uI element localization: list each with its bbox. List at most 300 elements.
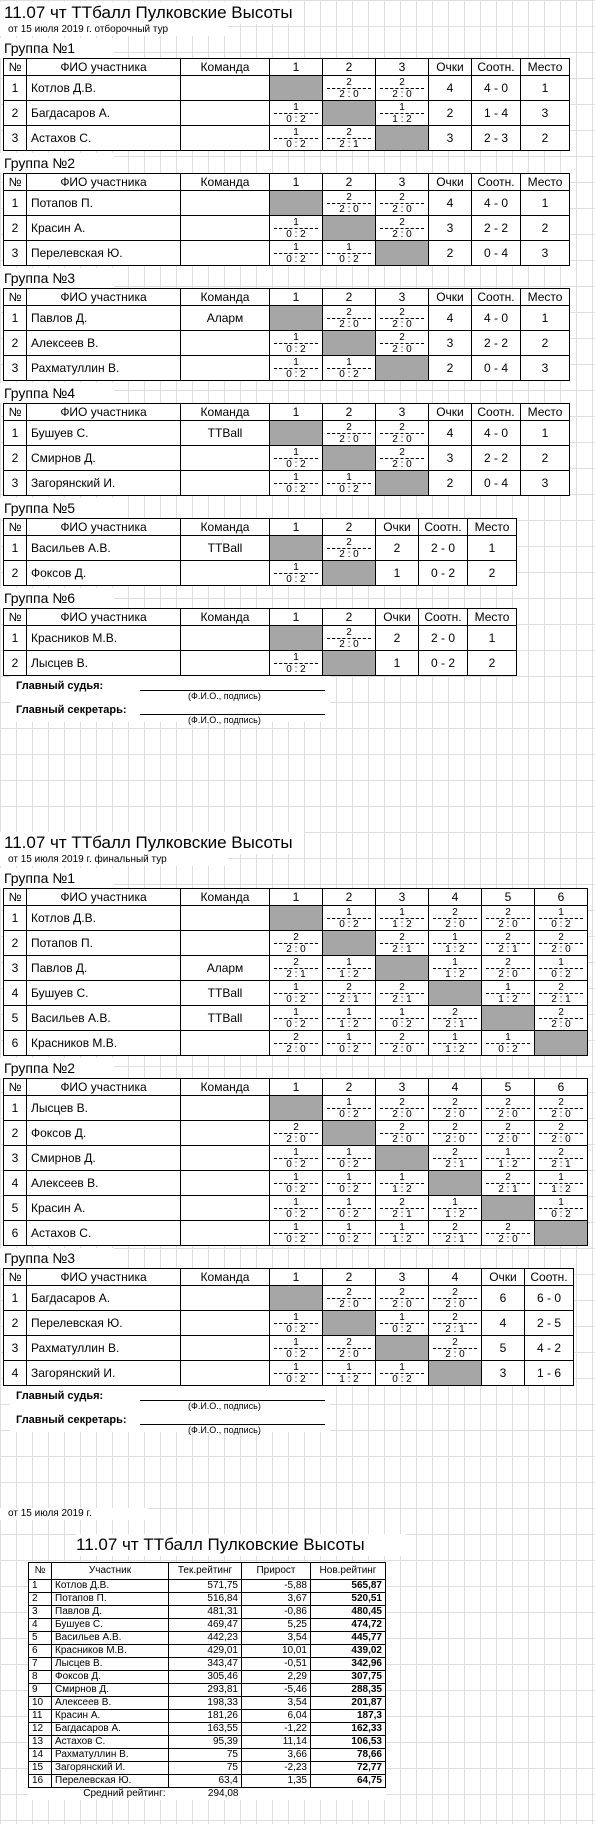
col-num-header: № [4,174,27,191]
participant-ratio: 4 - 0 [472,421,521,446]
rating-gain: -5,88 [242,1580,311,1593]
self-match-cell [323,1311,376,1336]
match-points: 2 [539,1097,584,1109]
participant-name: Потапов П. [27,931,181,956]
match-set-score: 2 : 0 [327,318,372,330]
match-result-cell [429,931,482,956]
col-opponent-header: 5 [482,1079,535,1096]
participant-number: 2 [4,216,27,241]
rating-current: 469,47 [169,1619,242,1632]
col-opponent-header: 3 [376,404,429,421]
col-opponent-header: 2 [323,609,376,626]
participant-name: Багдасаров А. [27,1286,181,1311]
self-match-cell [323,651,376,676]
participant-name: Рахматуллин В. [27,356,181,381]
match-set-score: 2 : 0 [274,943,319,955]
col-num-header: № [4,289,27,306]
match-result-cell [376,1031,429,1056]
match-set-score: 0 : 2 [327,918,372,930]
match-result-cell [376,216,429,241]
match-set-score: 1 : 2 [433,968,478,980]
col-place-header: Место [468,609,517,626]
participant-name: Багдасаров А. [27,101,181,126]
match-set-score: 1 : 2 [380,113,425,125]
match-points: 2 [274,1032,319,1044]
match-points: 1 [486,1032,531,1044]
match-score [482,1096,534,1120]
participant-row [4,931,588,956]
participant-team [181,126,270,151]
participant-row [4,1311,574,1336]
group-table [3,58,570,151]
participant-team: Аларм [181,306,270,331]
match-set-score: 0 : 2 [274,458,319,470]
participant-place: 2 [521,331,570,356]
match-set-score: 2 : 0 [539,1133,584,1145]
group-title: Группа №1 [0,868,114,888]
col-name-header: ФИО участника [27,404,181,421]
rating-new: 474,72 [311,1619,386,1632]
match-result-cell [270,956,323,981]
match-result-cell [270,1146,323,1171]
match-set-score: 0 : 2 [274,138,319,150]
match-score [323,1361,375,1385]
participant-place: 2 [521,126,570,151]
rating-participant: Фоксов Д. [52,1671,169,1684]
col-points-header: Очки [429,174,472,191]
participant-team: TTBall [181,981,270,1006]
col-points-header: Очки [482,1269,525,1286]
col-num-header: № [4,519,27,536]
match-score [376,101,428,125]
match-score [376,421,428,445]
self-match-cell [482,1196,535,1221]
match-score [482,981,534,1005]
chief-secretary-hint: (Ф.И.О., подпись) [188,715,261,725]
participant-name: Перелевская Ю. [27,1311,181,1336]
rating-row [29,1710,386,1723]
participant-name: Павлов Д. [27,306,181,331]
match-result-cell [323,471,376,496]
participant-place: 1 [468,626,517,651]
rating-rank: 13 [29,1736,52,1749]
match-score [482,931,534,955]
participant-name: Астахов С. [27,1221,181,1246]
match-score [535,931,587,955]
col-opponent-header: 6 [535,889,588,906]
match-score [429,1031,481,1055]
participant-number: 2 [4,101,27,126]
participant-number: 2 [4,931,27,956]
match-set-score: 2 : 0 [327,203,372,215]
match-score [376,931,428,955]
match-result-cell [482,1096,535,1121]
match-result-cell [323,1146,376,1171]
match-points: 2 [539,1147,584,1159]
match-score [376,1221,428,1245]
participant-ratio: 0 - 2 [419,561,468,586]
match-set-score: 2 : 1 [539,993,584,1005]
match-points: 1 [327,472,372,484]
participant-row [4,331,570,356]
participant-team [181,1221,270,1246]
match-set-score: 0 : 2 [274,663,319,675]
match-score [429,1311,481,1335]
match-points: 1 [380,1172,425,1184]
match-result-cell [535,1171,588,1196]
participant-team [181,101,270,126]
col-place-header: Место [521,174,570,191]
rating-new: 187,3 [311,1710,386,1723]
match-result-cell [376,1121,429,1146]
match-result-cell [429,1221,482,1246]
participant-ratio: 4 - 0 [472,306,521,331]
participant-number: 3 [4,356,27,381]
match-set-score: 2 : 0 [380,1133,425,1145]
col-opponent-header: 2 [323,174,376,191]
match-result-cell [429,1031,482,1056]
participant-team [181,241,270,266]
match-set-score: 1 : 2 [486,993,531,1005]
col-num-header: № [4,889,27,906]
participant-number: 4 [4,1171,27,1196]
qualifying-sheet [0,2,595,725]
match-result-cell [270,216,323,241]
chief-judge-label: Главный судья: [16,1390,104,1402]
rating-name-header: Участник [52,1563,169,1580]
match-score [376,331,428,355]
rating-new: 72,77 [311,1762,386,1775]
participant-name: Алексеев В. [27,1171,181,1196]
match-score [376,76,428,100]
participant-row [4,1336,574,1361]
match-set-score: 2 : 0 [327,548,372,560]
match-result-cell [270,331,323,356]
col-name-header: ФИО участника [27,519,181,536]
match-points: 2 [327,307,372,319]
rating-rank: 9 [29,1684,52,1697]
match-points: 1 [274,652,319,664]
rating-gain-header: Прирост [242,1563,311,1580]
participant-points: 2 [429,471,472,496]
participant-number: 5 [4,1196,27,1221]
participant-number: 4 [4,981,27,1006]
match-result-cell [376,446,429,471]
match-result-cell [482,956,535,981]
rating-date: от 15 июля 2019 г. [0,1508,148,1520]
rating-gain: -2,23 [242,1762,311,1775]
participant-row [4,76,570,101]
rating-new: 342,96 [311,1658,386,1671]
match-set-score: 0 : 2 [327,253,372,265]
participant-number: 1 [4,421,27,446]
col-opponent-header: 2 [323,1079,376,1096]
group-title: Группа №1 [0,38,114,58]
col-ratio-header: Соотн. [419,609,468,626]
match-set-score: 0 : 2 [539,1208,584,1220]
match-points: 2 [380,982,425,994]
self-match-cell [270,191,323,216]
participant-ratio: 2 - 5 [525,1311,574,1336]
participant-ratio: 0 - 4 [472,471,521,496]
match-set-score: 2 : 0 [274,1133,319,1145]
match-set-score: 2 : 1 [327,138,372,150]
participant-number: 3 [4,1146,27,1171]
match-set-score: 0 : 2 [274,113,319,125]
match-score [270,216,322,240]
match-points: 2 [327,627,372,639]
self-match-cell [376,241,429,266]
chief-judge-label: Главный судья: [16,680,104,692]
participant-name: Загорянский И. [27,471,181,496]
rating-current: 293,81 [169,1684,242,1697]
participant-ratio: 2 - 2 [472,216,521,241]
match-points: 1 [433,1197,478,1209]
participant-name: Котлов Д.В. [27,906,181,931]
participant-points: 2 [376,536,419,561]
match-result-cell [482,906,535,931]
self-match-cell [429,981,482,1006]
participant-points: 1 [376,651,419,676]
match-points: 1 [327,1007,372,1019]
col-opponent-header: 4 [429,1079,482,1096]
match-result-cell [270,126,323,151]
participant-name: Васильев А.В. [27,536,181,561]
rating-header-row [29,1563,386,1580]
match-points: 1 [380,1007,425,1019]
match-set-score: 2 : 1 [539,1158,584,1170]
participant-row [4,1361,574,1386]
participant-team [181,626,270,651]
participant-name: Котлов Д.В. [27,76,181,101]
rating-participant: Перелевская Ю. [52,1775,169,1788]
self-match-cell [270,536,323,561]
match-result-cell [535,931,588,956]
match-score [482,1221,534,1245]
match-points: 2 [486,907,531,919]
match-result-cell [323,1171,376,1196]
col-place-header: Место [521,289,570,306]
match-set-score: 0 : 2 [327,1158,372,1170]
rating-rank: 11 [29,1710,52,1723]
rating-row [29,1762,386,1775]
participant-team [181,561,270,586]
rating-new: 439,02 [311,1645,386,1658]
sheet-subtitle: от 15 июля 2019 г. отборочный тур [0,24,228,36]
match-points: 2 [486,932,531,944]
col-num-header: № [4,609,27,626]
self-match-cell [270,421,323,446]
match-score [323,421,375,445]
participant-number: 1 [4,306,27,331]
chief-secretary-hint: (Ф.И.О., подпись) [188,1425,261,1435]
rating-rank: 7 [29,1658,52,1671]
match-points: 2 [327,537,372,549]
match-score [270,446,322,470]
rating-current: 198,33 [169,1697,242,1710]
match-score [376,981,428,1005]
match-set-score: 2 : 0 [380,1043,425,1055]
match-points: 2 [433,1097,478,1109]
match-set-score: 2 : 0 [486,1233,531,1245]
participant-name: Лысцев В. [27,651,181,676]
match-score [535,1196,587,1220]
participant-points: 4 [429,421,472,446]
match-points: 1 [539,907,584,919]
match-score [323,126,375,150]
col-opponent-header: 1 [270,609,323,626]
match-points: 2 [539,1122,584,1134]
match-result-cell [376,191,429,216]
self-match-cell [429,1171,482,1196]
match-result-cell [376,1311,429,1336]
match-set-score: 0 : 2 [274,573,319,585]
match-set-score: 0 : 2 [380,1373,425,1385]
match-points: 1 [274,1362,319,1374]
col-opponent-header: 3 [376,889,429,906]
rating-gain: 1,35 [242,1775,311,1788]
match-set-score: 2 : 0 [539,1018,584,1030]
match-points: 1 [327,1032,372,1044]
match-set-score: 0 : 2 [274,483,319,495]
match-result-cell [323,956,376,981]
rating-gain: -0,86 [242,1606,311,1619]
match-set-score: 0 : 2 [327,483,372,495]
rating-new: 307,75 [311,1671,386,1684]
match-score [482,1031,534,1055]
match-set-score: 2 : 0 [486,1133,531,1145]
participant-number: 5 [4,1006,27,1031]
participant-place: 2 [468,651,517,676]
rating-current-header: Тек.рейтинг [169,1563,242,1580]
match-points: 1 [380,1362,425,1374]
match-set-score: 0 : 2 [486,1043,531,1055]
match-score [270,1121,322,1145]
match-set-score: 0 : 2 [274,993,319,1005]
col-opponent-header: 1 [270,59,323,76]
match-score [429,906,481,930]
participant-number: 1 [4,626,27,651]
match-score [376,1171,428,1195]
match-score [535,1171,587,1195]
participant-row [4,1221,588,1246]
match-result-cell [323,1006,376,1031]
rating-current: 75 [169,1762,242,1775]
match-points: 2 [433,1287,478,1299]
col-opponent-header: 2 [323,519,376,536]
match-result-cell [323,981,376,1006]
participant-points: 3 [482,1361,525,1386]
rating-new: 565,87 [311,1580,386,1593]
rating-rank: 5 [29,1632,52,1645]
match-score [482,1171,534,1195]
match-score [376,306,428,330]
participant-ratio: 1 - 4 [472,101,521,126]
match-points: 1 [274,332,319,344]
self-match-cell [323,331,376,356]
participant-row [4,1146,588,1171]
self-match-cell [482,1006,535,1031]
rating-rank: 15 [29,1762,52,1775]
rating-current: 75 [169,1749,242,1762]
match-points: 1 [274,562,319,574]
match-points: 2 [380,307,425,319]
match-score [323,76,375,100]
col-opponent-header: 1 [270,889,323,906]
match-result-cell [535,1096,588,1121]
match-points: 2 [380,422,425,434]
rating-participant: Рахматуллин В. [52,1749,169,1762]
participant-name: Алексеев В. [27,331,181,356]
participant-team [181,356,270,381]
match-score [270,241,322,265]
participant-points: 2 [376,626,419,651]
header-row [4,889,588,906]
match-score [323,306,375,330]
match-set-score: 0 : 2 [274,1348,319,1360]
match-result-cell [323,906,376,931]
self-match-cell [323,561,376,586]
match-result-cell [270,1196,323,1221]
participant-place: 3 [521,241,570,266]
participant-place: 1 [521,421,570,446]
rating-new: 201,87 [311,1697,386,1710]
participant-team [181,471,270,496]
match-points: 2 [486,1172,531,1184]
match-set-score: 2 : 0 [327,1298,372,1310]
participant-place: 1 [521,191,570,216]
participant-place: 2 [521,446,570,471]
match-points: 2 [433,1222,478,1234]
match-points: 1 [274,1007,319,1019]
match-points: 2 [380,332,425,344]
match-points: 2 [327,77,372,89]
match-set-score: 0 : 2 [327,368,372,380]
participant-number: 2 [4,446,27,471]
self-match-cell [270,1286,323,1311]
chief-secretary-label: Главный секретарь: [16,704,127,716]
group-title: Группа №5 [0,498,114,518]
match-score [270,981,322,1005]
participant-name: Павлов Д. [27,956,181,981]
rating-new: 520,51 [311,1593,386,1606]
match-result-cell [323,1031,376,1056]
header-row [4,289,570,306]
col-opponent-header: 3 [376,174,429,191]
match-result-cell [323,536,376,561]
match-result-cell [482,1121,535,1146]
match-points: 1 [380,907,425,919]
match-result-cell [376,1096,429,1121]
rating-row [29,1775,386,1788]
participant-number: 3 [4,126,27,151]
col-opponent-header: 2 [323,59,376,76]
participant-team [181,931,270,956]
match-result-cell [323,1096,376,1121]
col-place-header: Место [521,404,570,421]
rating-row [29,1671,386,1684]
col-opponent-header: 1 [270,404,323,421]
group-title: Группа №2 [0,153,114,173]
participant-row [4,956,588,981]
participant-name: Красников М.В. [27,626,181,651]
col-team-header: Команда [181,59,270,76]
match-score [270,471,322,495]
match-points: 1 [486,1147,531,1159]
col-opponent-header: 1 [270,174,323,191]
match-points: 2 [380,932,425,944]
match-score [323,1031,375,1055]
